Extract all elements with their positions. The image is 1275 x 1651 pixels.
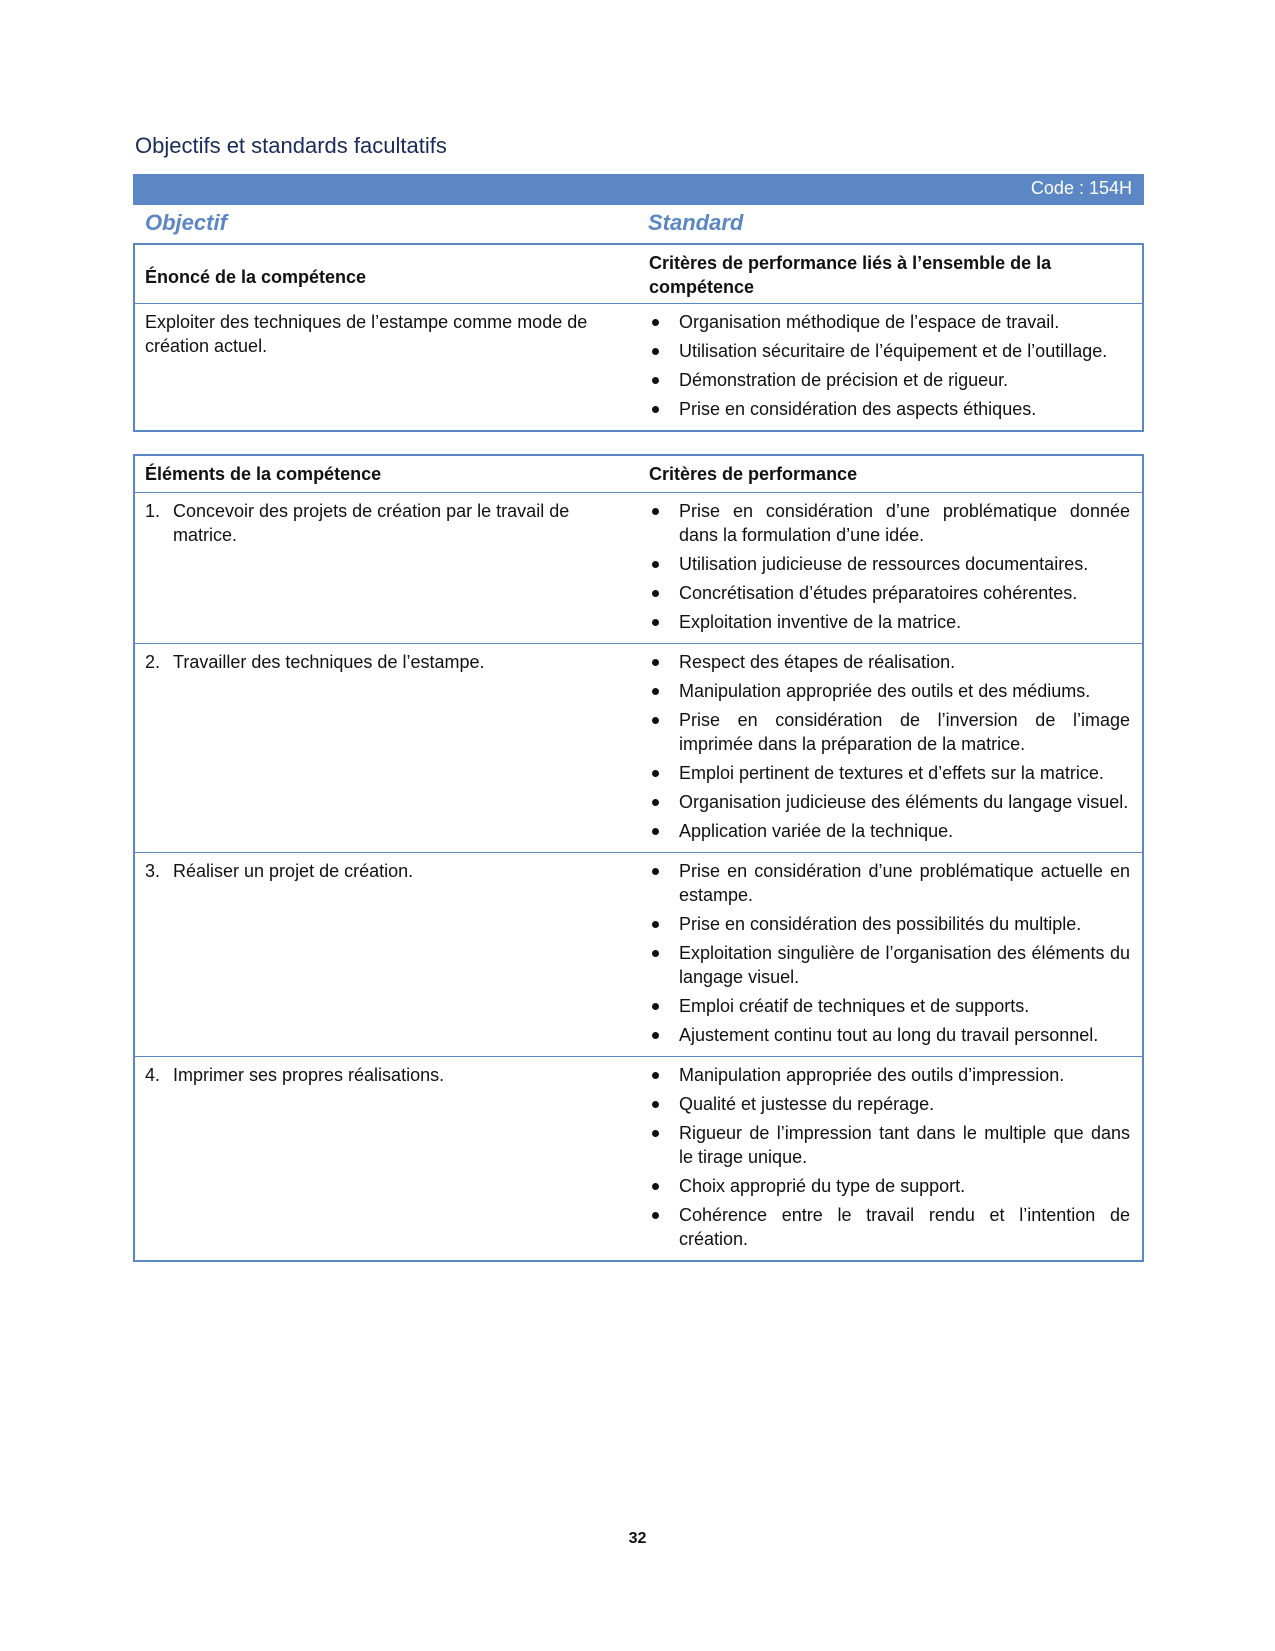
criterion-item: Concrétisation d’études préparatoires cohérentes. [649,581,1130,605]
element-text: Concevoir des projets de création par le travail de matrice. [173,501,570,545]
criterion-item: Démonstration de précision et de rigueur. [649,368,1130,392]
element-criteria-list [649,499,1130,634]
criterion-item: Prise en considération de l’inversion de l’image imprimée dans la préparation de la matrice. [649,708,1130,756]
elements-criteria-header: Critères de performance [649,464,858,484]
criterion-item: Choix approprié du type de support. [649,1174,1130,1198]
element-number: 3. [145,861,161,881]
element-criteria-list [649,859,1130,1047]
standard-heading: Standard [648,210,744,235]
enonce-header-row [134,244,1143,304]
element-text: Travailler des techniques de l’estampe. [173,652,485,672]
element-text: Réaliser un projet de création. [173,861,414,881]
criterion-item: Emploi pertinent de textures et d’effets sur la matrice. [649,761,1130,785]
criterion-item: Ajustement continu tout au long du travail personnel. [649,1023,1130,1047]
criterion-item: Respect des étapes de réalisation. [649,650,1130,674]
objective-heading: Objectif [145,210,227,235]
enonce-text: Exploiter des techniques de l’estampe comme mode de création actuel. [145,312,588,356]
element-number: 2. [145,652,161,672]
criterion-item: Rigueur de l’impression tant dans le multiple que dans le tirage unique. [649,1121,1130,1169]
criterion-item: Prise en considération d’une problématique donnée dans la formulation d’une idée. [649,499,1130,547]
criterion-item: Manipulation appropriée des outils d’impression. [649,1063,1130,1087]
element-number: 4. [145,1065,161,1085]
enonce-criteria-header: Critères de performance liés à l’ensemble de la compétence [649,253,1052,297]
criterion-item: Prise en considération des possibilités du multiple. [649,912,1130,936]
enonce-table [133,243,1144,432]
criterion-item: Application variée de la technique. [649,819,1130,843]
criterion-item: Manipulation appropriée des outils et des médiums. [649,679,1130,703]
criterion-item: Cohérence entre le travail rendu et l’intention de création. [649,1203,1130,1251]
criterion-item: Exploitation singulière de l’organisation des éléments du langage visuel. [649,941,1130,989]
criterion-item: Prise en considération d’une problématique actuelle en estampe. [649,859,1130,907]
page-number: 32 [628,1530,647,1547]
elements-table [133,454,1144,1262]
criterion-item: Emploi créatif de techniques et de supports. [649,994,1130,1018]
element-row-4 [134,1057,1143,1262]
elements-header-row [134,455,1143,493]
element-row-1 [134,493,1143,644]
element-criteria-list [649,650,1130,843]
criterion-item: Utilisation judicieuse de ressources documentaires. [649,552,1130,576]
criterion-item: Prise en considération des aspects éthiques. [649,397,1130,421]
page-title: Objectifs et standards facultatifs [135,133,447,158]
element-text: Imprimer ses propres réalisations. [173,1065,445,1085]
elements-header: Éléments de la compétence [145,464,382,484]
enonce-row [134,304,1143,432]
criterion-item: Qualité et justesse du repérage. [649,1092,1130,1116]
element-number: 1. [145,501,161,521]
criterion-item: Organisation judicieuse des éléments du langage visuel. [649,790,1130,814]
criterion-item: Exploitation inventive de la matrice. [649,610,1130,634]
enonce-criteria-list [649,310,1130,421]
criterion-item: Utilisation sécuritaire de l’équipement et de l’outillage. [649,339,1130,363]
element-criteria-list [649,1063,1130,1251]
criterion-item: Organisation méthodique de l’espace de travail. [649,310,1130,334]
code-bar [133,174,1144,205]
code-label: Code : 154H [1030,178,1132,198]
element-row-3 [134,853,1143,1057]
enonce-header: Énoncé de la compétence [145,267,367,287]
element-row-2 [134,644,1143,853]
